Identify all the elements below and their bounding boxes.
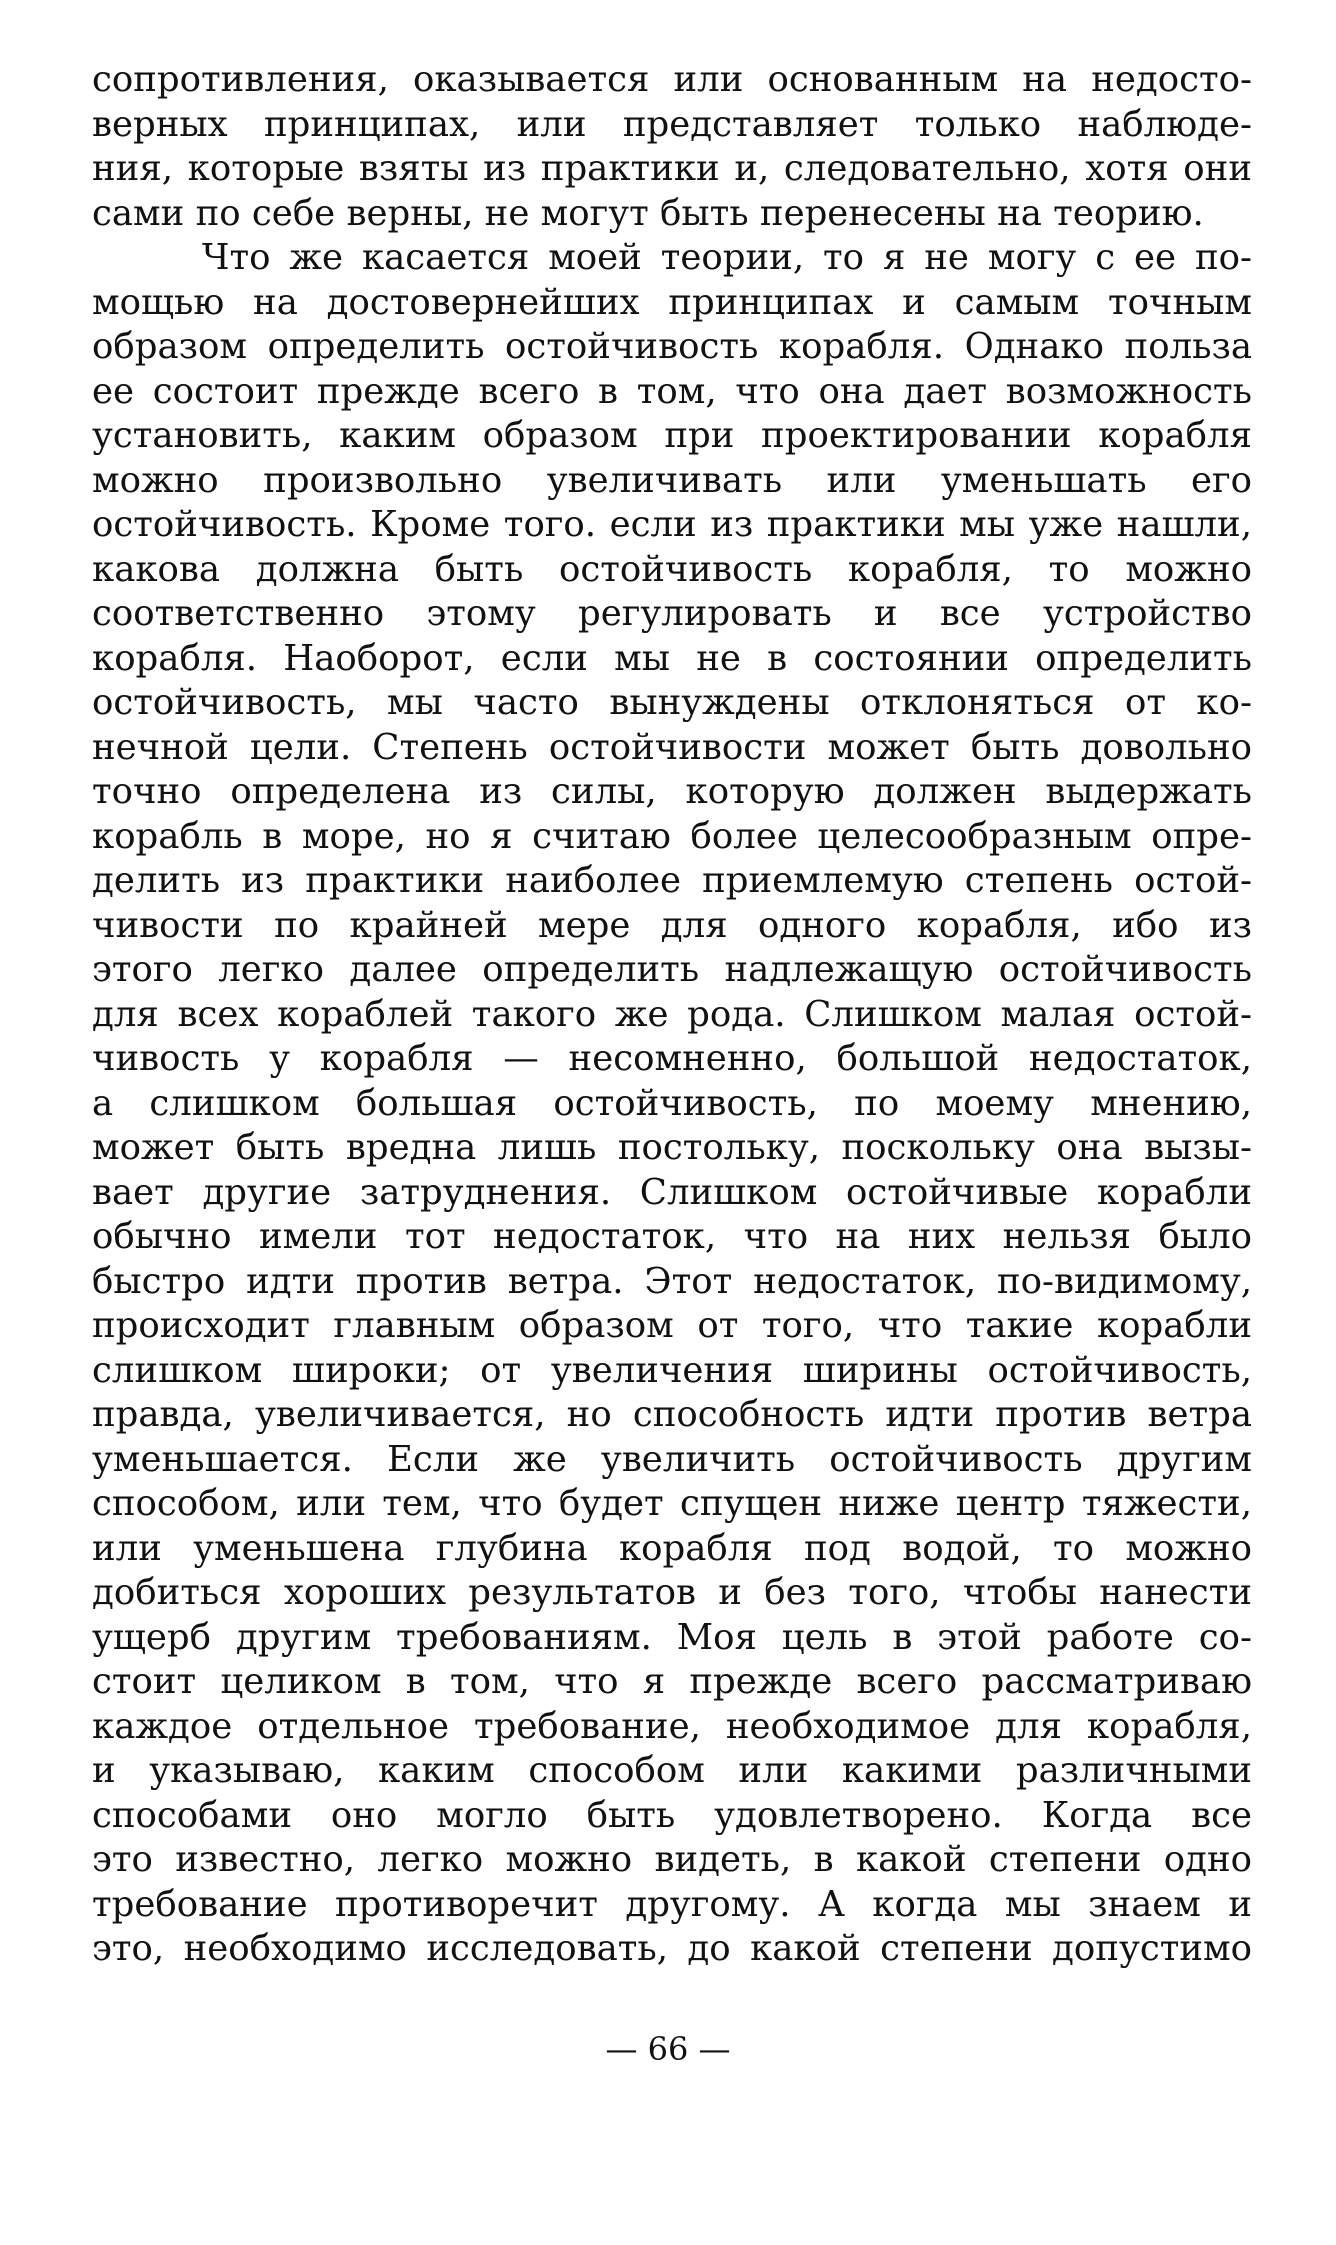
text-line: остойчивость. Кроме того. если из практики мы уже нашли, xyxy=(92,504,1252,545)
text-line: это, необходимо исследовать, до какой степени допустимо xyxy=(92,1928,1252,1969)
text-line: добиться хороших результатов и без того, чтобы нанести xyxy=(92,1572,1252,1613)
text-line: чивости по крайней мере для одного корабля, ибо из xyxy=(92,904,1252,946)
text-line: слишком широки; от увеличения ширины остойчивость, xyxy=(92,1349,1252,1391)
text-line: сопротивления, оказывается или основанным на недосто- xyxy=(92,59,1252,100)
text-line: корабль в море, но я считаю более целесообразным опре- xyxy=(92,815,1252,857)
text-line: это известно, легко можно видеть, в какой степени одно xyxy=(92,1839,1252,1880)
text-line: способом, или тем, что будет спущен ниже центр тяжести, xyxy=(92,1483,1252,1524)
text-line: вает другие затруднения. Слишком остойчивые корабли xyxy=(92,1171,1252,1213)
text-line: обычно имели тот недостаток, что на них нельзя было xyxy=(92,1216,1252,1257)
text-line: делить из практики наиболее приемлемую степень остой- xyxy=(92,860,1252,901)
page-number: — 66 — xyxy=(605,2030,731,2068)
text-line: верных принципах, или представляет только наблюде- xyxy=(92,103,1252,145)
text-line: правда, увеличивается, но способность идти против ветра xyxy=(92,1394,1252,1435)
text-line: точно определена из силы, которую должен выдержать xyxy=(92,771,1252,812)
text-line: уменьшается. Если же увеличить остойчивость другим xyxy=(92,1438,1252,1480)
text-line: сами по себе верны, не могут быть перенесены на теорию. xyxy=(92,192,1204,234)
text-line: установить, каким образом при проектировании корабля xyxy=(92,415,1252,456)
paragraph-first-line: Что же касается моей теории, то я не могу с ее по- xyxy=(202,237,1252,278)
text-line: требование противоречит другому. А когда мы знаем и xyxy=(92,1883,1252,1925)
text-line: может быть вредна лишь постольку, поскольку она вызы- xyxy=(92,1127,1252,1168)
text-line: корабля. Наоборот, если мы не в состоянии определить xyxy=(92,637,1252,679)
text-line: или уменьшена глубина корабля под водой, то можно xyxy=(92,1527,1252,1569)
text-line: нечной цели. Степень остойчивости может быть довольно xyxy=(92,726,1252,768)
text-line: остойчивость, мы часто вынуждены отклоняться от ко- xyxy=(92,682,1252,723)
text-line: каждое отдельное требование, необходимое для корабля, xyxy=(92,1705,1252,1747)
text-line: этого легко далее определить надлежащую остойчивость xyxy=(92,949,1252,990)
text-line: для всех кораблей такого же рода. Слишком малая остой- xyxy=(92,993,1252,1035)
text-line: происходит главным образом от того, что такие корабли xyxy=(92,1305,1252,1346)
text-line: а слишком большая остойчивость, по моему мнению, xyxy=(92,1082,1252,1124)
text-line: и указываю, каким способом или какими различными xyxy=(92,1750,1252,1791)
text-line: образом определить остойчивость корабля. Однако польза xyxy=(92,326,1252,367)
text-line: быстро идти против ветра. Этот недостаток, по-видимому, xyxy=(92,1260,1252,1302)
text-line: мощью на достовернейших принципах и самым точным xyxy=(92,281,1252,323)
text-line: можно произвольно увеличивать или уменьшать его xyxy=(92,459,1252,501)
text-line: ния, которые взяты из практики и, следовательно, хотя они xyxy=(92,148,1252,189)
text-line: соответственно этому регулировать и все устройство xyxy=(92,593,1252,634)
body-text xyxy=(92,58,1252,1972)
text-line: чивость у корабля — несомненно, большой недостаток, xyxy=(92,1038,1252,1079)
text-line: способами оно могло быть удовлетворено. Когда все xyxy=(92,1794,1252,1836)
text-line: ее состоит прежде всего в том, что она дает возможность xyxy=(92,370,1252,412)
text-line: стоит целиком в том, что я прежде всего рассматриваю xyxy=(92,1661,1252,1702)
text-line: ущерб другим требованиям. Моя цель в этой работе со- xyxy=(92,1616,1252,1658)
text-line: какова должна быть остойчивость корабля, то можно xyxy=(92,548,1252,590)
